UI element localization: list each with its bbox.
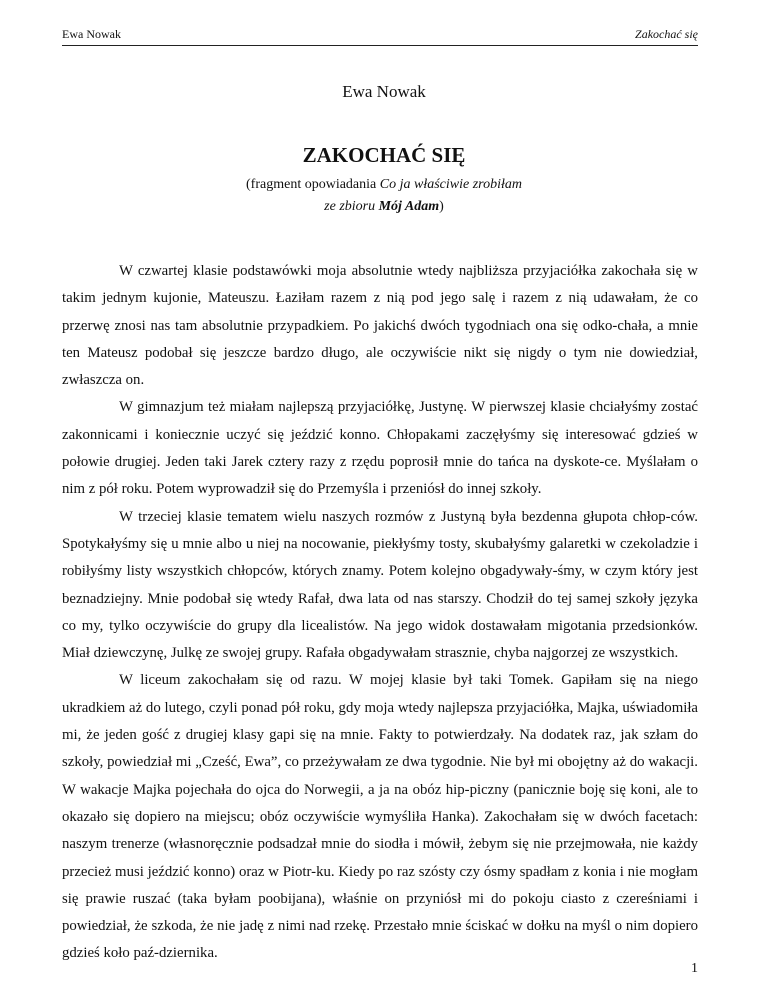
paragraph: W gimnazjum też miałam najlepszą przyjaciółkę, Justynę. W pierwszej klasie chciałyśmy zostać zakonnicami i koniecznie uczyć się jeździć konno. Chłopakami zaczęłyśmy się interesować gdzieś w połowie drugiej. Jeden taki Jarek cztery razy z rzędu poprosił mnie do tańca na dyskote-ce. Myślałam o nim z pół roku. Potem wyprowadził się do Przemyśla i przeniósł do innej szkoły. <box>62 399 698 498</box>
paragraph: W trzeciej klasie tematem wielu naszych rozmów z Justyną była bezdenna głupota chłop-ców. Spotykałyśmy się u mnie albo u niej na nocowanie, piekłyśmy tosty, skubałyśmy galaretki w czekoladzie i robiłyśmy listy wszystkich chłopców, których znamy. Potem kolejno obgadywały-śmy, w czym który jest beznadziejny. Mnie podobał się wtedy Rafał, dwa lata od nas starszy. Chodził do tej samej szkoły języka co my, tylko oczywiście do grupy dla licealistów. Na jego widok dostawałam migotania przedsionków. Miał dziewczynę, Julkę ze swojej grupy. Rafała obgadywałam strasznie, chyba najgorzej ze wszystkich. <box>62 508 698 662</box>
subtitle-suffix: ) <box>439 199 444 214</box>
subtitle-prefix: (fragment opowiadania <box>246 177 380 192</box>
story-title: ZAKOCHAĆ SIĘ <box>302 143 466 167</box>
running-header <box>62 26 698 42</box>
collection-prefix: ze zbioru <box>324 199 379 214</box>
paragraph: W czwartej klasie podstawówki moja absolutnie wtedy najbliższa przyjaciółka zakochała się w takim jednym kujonie, Mateuszu. Łaziłam razem z nią pod jego salę i razem z nią udawałam, że co przerwę znosi nas tam absolutnie przypadkiem. Po jakichś dwóch tygodniach ona się odko-chała, a mnie ten Mateusz podobał się jeszcze bardzo długo, ale oczywiście nikt się nigdy o tym nie dowiedział, zwłaszcza on. <box>62 263 698 389</box>
header-divider <box>62 45 698 46</box>
header-title: Zakochać się <box>635 27 698 41</box>
story-body <box>62 258 698 968</box>
subtitle-line-1 <box>0 174 768 196</box>
header-author: Ewa Nowak <box>62 27 121 41</box>
paragraph: W liceum zakochałam się od razu. W mojej klasie był taki Tomek. Gapiłam się na niego ukradkiem aż do lutego, czyli ponad pół roku, gdy moja wtedy najlepsza przyjaciółka, Majka, uświadomiła mi, że jeden gość z drugiej klasy gapi się na mnie. Fakty to potwierdzały. Na dodatek raz, jak szłam do szkoły, powiedział mi „Cześć, Ewa”, co przeżywałam ze dwa tygodnie. Nie był mi obojętny aż do wakacji. W wakacje Majka pojechała do ojca do Norwegii, a ja na obóz hip-piczny (panicznie boję się koni, ale to okazało się dopiero na miejscu; obóz oczywiście wymyśliła Hanka). Zakochałam się w dwóch facetach: naszym trenerze (własnoręcznie podsadzał mnie do siodła i mówił, żebym się nie przejmowała, nie każdy przecież musi jeździć konno) oraz w Piotr-ku. Kiedy po raz szósty czy ósmy spadłam z konia i nie mogłam się prawie ruszać (taka byłam poobijana), właśnie on przyniósł mi do pokoju ciasto z czereśniami i powiedział, że szkoda, że nie jadę z nimi nad rzekę. Przestało mnie ściskać w dołku na myśl o nim dopiero gdzieś koło paź-dziernika. <box>62 672 698 962</box>
collection-title: Mój Adam <box>378 199 440 214</box>
subtitle <box>0 174 768 218</box>
subtitle-line-2 <box>0 196 768 218</box>
story-source-title: Co ja właściwie zrobiłam <box>379 177 522 192</box>
author-name: Ewa Nowak <box>342 82 426 101</box>
page-number: 1 <box>691 961 698 976</box>
